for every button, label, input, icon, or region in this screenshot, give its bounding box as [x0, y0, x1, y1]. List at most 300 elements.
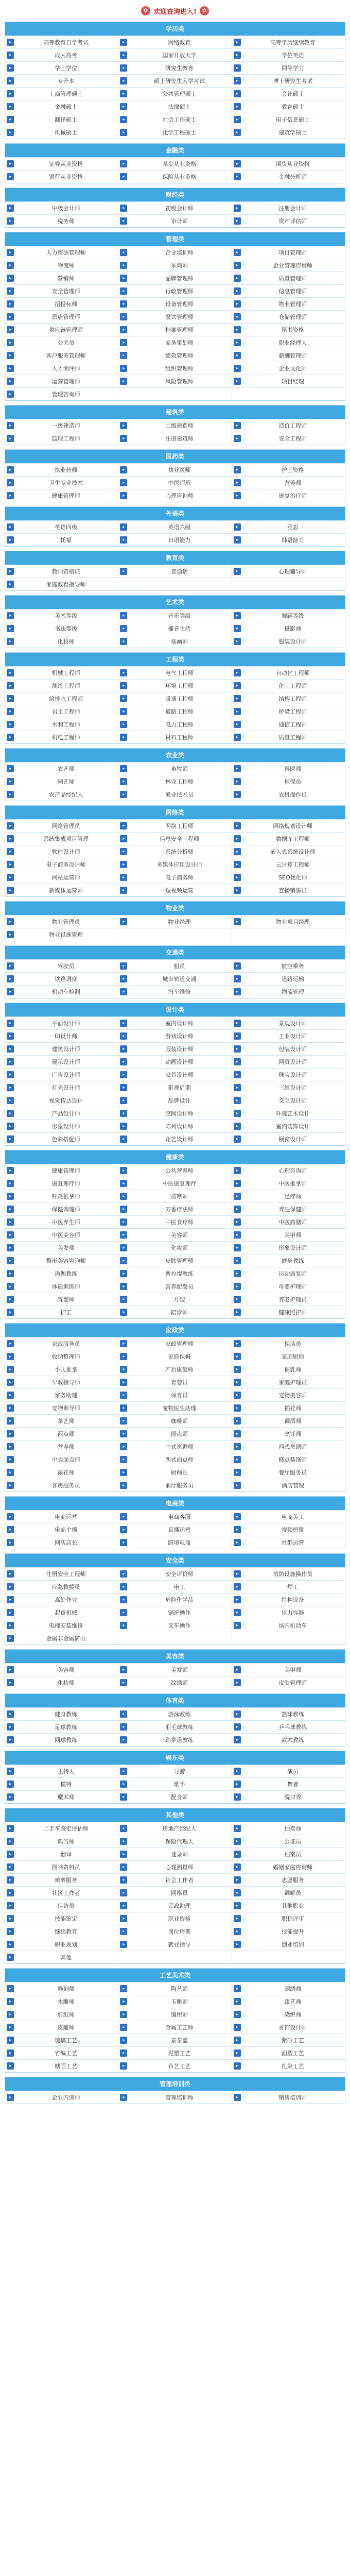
- category-link[interactable]: [5, 2047, 118, 2059]
- category-link[interactable]: [5, 1835, 118, 1848]
- category-link[interactable]: [5, 1938, 118, 1951]
- category-link[interactable]: [118, 667, 231, 679]
- category-link[interactable]: [232, 1536, 345, 1549]
- category-link[interactable]: [118, 775, 231, 788]
- category-link[interactable]: [5, 1428, 118, 1440]
- category-link[interactable]: [5, 845, 118, 858]
- category-link[interactable]: [118, 1664, 231, 1676]
- category-link[interactable]: [118, 820, 231, 832]
- category-link[interactable]: [232, 845, 345, 858]
- category-link[interactable]: [118, 565, 231, 578]
- category-link[interactable]: [118, 259, 231, 272]
- category-link[interactable]: [118, 1982, 231, 1995]
- category-link[interactable]: [5, 1791, 118, 1803]
- category-link[interactable]: [232, 1594, 345, 1606]
- category-link[interactable]: [232, 1017, 345, 1029]
- category-link[interactable]: [118, 1280, 231, 1293]
- category-link[interactable]: [118, 1133, 231, 1145]
- category-link[interactable]: [5, 1094, 118, 1107]
- category-link[interactable]: [118, 1120, 231, 1132]
- category-link[interactable]: [232, 113, 345, 126]
- category-link[interactable]: [5, 1632, 118, 1645]
- category-link[interactable]: [232, 1664, 345, 1676]
- category-link[interactable]: [118, 2034, 231, 2046]
- category-link[interactable]: [232, 1306, 345, 1318]
- category-link[interactable]: [118, 1925, 231, 1938]
- category-link[interactable]: [5, 1721, 118, 1733]
- category-link[interactable]: [5, 272, 118, 284]
- category-link[interactable]: [5, 788, 118, 801]
- category-link[interactable]: [232, 88, 345, 100]
- category-link[interactable]: [232, 1925, 345, 1938]
- category-link[interactable]: [5, 1267, 118, 1280]
- category-link[interactable]: [232, 1734, 345, 1746]
- category-link[interactable]: [232, 215, 345, 227]
- category-link[interactable]: [232, 1363, 345, 1376]
- category-link[interactable]: [5, 324, 118, 336]
- category-link[interactable]: [118, 1081, 231, 1094]
- category-link[interactable]: [5, 336, 118, 349]
- category-link[interactable]: [232, 1350, 345, 1363]
- category-link[interactable]: [118, 113, 231, 126]
- category-link[interactable]: [232, 916, 345, 928]
- category-link[interactable]: [118, 1229, 231, 1241]
- category-link[interactable]: [118, 1216, 231, 1228]
- category-link[interactable]: [5, 622, 118, 635]
- category-link[interactable]: [5, 833, 118, 845]
- category-link[interactable]: [5, 1708, 118, 1720]
- category-link[interactable]: [5, 1293, 118, 1306]
- category-link[interactable]: [118, 884, 231, 896]
- category-link[interactable]: [5, 1581, 118, 1593]
- category-link[interactable]: [118, 1536, 231, 1549]
- category-link[interactable]: [5, 1177, 118, 1190]
- category-link[interactable]: [232, 272, 345, 284]
- category-link[interactable]: [118, 1900, 231, 1912]
- category-link[interactable]: [5, 986, 118, 998]
- category-link[interactable]: [232, 2021, 345, 2033]
- category-link[interactable]: [232, 1081, 345, 1094]
- category-link[interactable]: [232, 100, 345, 113]
- category-link[interactable]: [118, 1056, 231, 1068]
- category-link[interactable]: [232, 1982, 345, 1995]
- category-link[interactable]: [5, 1982, 118, 1995]
- category-link[interactable]: [5, 1107, 118, 1120]
- category-link[interactable]: [5, 973, 118, 985]
- category-link[interactable]: [118, 215, 231, 227]
- category-link[interactable]: [118, 1912, 231, 1925]
- category-link[interactable]: [5, 680, 118, 692]
- category-link[interactable]: [232, 1069, 345, 1081]
- category-link[interactable]: [232, 1229, 345, 1241]
- category-link[interactable]: [118, 36, 231, 48]
- category-link[interactable]: [5, 1415, 118, 1427]
- category-link[interactable]: [5, 388, 118, 400]
- category-link[interactable]: [5, 100, 118, 113]
- category-link[interactable]: [232, 1568, 345, 1580]
- category-link[interactable]: [5, 259, 118, 272]
- category-link[interactable]: [118, 680, 231, 692]
- category-link[interactable]: [232, 1389, 345, 1401]
- category-link[interactable]: [118, 1835, 231, 1848]
- category-link[interactable]: [118, 1255, 231, 1267]
- category-link[interactable]: [118, 1043, 231, 1055]
- category-link[interactable]: [232, 285, 345, 297]
- category-link[interactable]: [5, 464, 118, 476]
- category-link[interactable]: [232, 1440, 345, 1453]
- category-link[interactable]: [118, 788, 231, 801]
- category-link[interactable]: [5, 419, 118, 432]
- category-link[interactable]: [5, 884, 118, 896]
- category-link[interactable]: [118, 622, 231, 635]
- category-link[interactable]: [5, 75, 118, 87]
- category-link[interactable]: [5, 489, 118, 502]
- category-link[interactable]: [232, 1337, 345, 1350]
- category-link[interactable]: [232, 858, 345, 871]
- category-link[interactable]: [232, 635, 345, 648]
- category-link[interactable]: [118, 1848, 231, 1860]
- category-link[interactable]: [118, 375, 231, 387]
- category-link[interactable]: [5, 1606, 118, 1619]
- category-link[interactable]: [118, 2008, 231, 2021]
- category-link[interactable]: [5, 762, 118, 775]
- category-link[interactable]: [232, 1056, 345, 1068]
- category-link[interactable]: [118, 1267, 231, 1280]
- category-link[interactable]: [5, 126, 118, 139]
- category-link[interactable]: [118, 1094, 231, 1107]
- category-link[interactable]: [232, 1835, 345, 1848]
- category-link[interactable]: [232, 298, 345, 310]
- category-link[interactable]: [232, 171, 345, 183]
- category-link[interactable]: [118, 1293, 231, 1306]
- category-link[interactable]: [232, 1203, 345, 1215]
- category-link[interactable]: [232, 419, 345, 432]
- category-link[interactable]: [118, 973, 231, 985]
- category-link[interactable]: [118, 1606, 231, 1619]
- category-link[interactable]: [232, 1861, 345, 1873]
- category-link[interactable]: [5, 1056, 118, 1068]
- category-link[interactable]: [232, 820, 345, 832]
- category-link[interactable]: [118, 336, 231, 349]
- category-link[interactable]: [232, 1094, 345, 1107]
- category-link[interactable]: [232, 973, 345, 985]
- category-link[interactable]: [118, 464, 231, 476]
- category-link[interactable]: [232, 1120, 345, 1132]
- category-link[interactable]: [5, 171, 118, 183]
- category-link[interactable]: [232, 1912, 345, 1925]
- category-link[interactable]: [118, 1721, 231, 1733]
- category-link[interactable]: [232, 1479, 345, 1492]
- category-link[interactable]: [5, 1280, 118, 1293]
- category-link[interactable]: [5, 1765, 118, 1777]
- category-link[interactable]: [118, 75, 231, 87]
- category-link[interactable]: [232, 2091, 345, 2104]
- category-link[interactable]: [5, 1043, 118, 1055]
- category-link[interactable]: [232, 705, 345, 718]
- category-link[interactable]: [232, 2034, 345, 2046]
- category-link[interactable]: [5, 820, 118, 832]
- category-link[interactable]: [118, 1523, 231, 1536]
- category-link[interactable]: [118, 1822, 231, 1835]
- category-link[interactable]: [232, 2008, 345, 2021]
- category-link[interactable]: [118, 1453, 231, 1466]
- category-link[interactable]: [118, 916, 231, 928]
- category-link[interactable]: [232, 1376, 345, 1388]
- category-link[interactable]: [118, 762, 231, 775]
- category-link[interactable]: [232, 375, 345, 387]
- category-link[interactable]: [118, 1177, 231, 1190]
- category-link[interactable]: [232, 1133, 345, 1145]
- category-link[interactable]: [5, 1376, 118, 1388]
- category-link[interactable]: [118, 521, 231, 533]
- category-link[interactable]: [118, 1734, 231, 1746]
- category-link[interactable]: [232, 259, 345, 272]
- category-link[interactable]: [5, 1337, 118, 1350]
- category-link[interactable]: [232, 1242, 345, 1254]
- category-link[interactable]: [118, 2060, 231, 2072]
- category-link[interactable]: [118, 1594, 231, 1606]
- category-link[interactable]: [232, 762, 345, 775]
- category-link[interactable]: [118, 1511, 231, 1523]
- category-link[interactable]: [118, 1306, 231, 1318]
- category-link[interactable]: [232, 1619, 345, 1632]
- category-link[interactable]: [5, 692, 118, 705]
- category-link[interactable]: [232, 1995, 345, 2008]
- category-link[interactable]: [232, 692, 345, 705]
- category-link[interactable]: [118, 158, 231, 170]
- category-link[interactable]: [118, 2091, 231, 2104]
- category-link[interactable]: [118, 1874, 231, 1886]
- category-link[interactable]: [5, 1619, 118, 1632]
- category-link[interactable]: [232, 775, 345, 788]
- category-link[interactable]: [118, 285, 231, 297]
- category-link[interactable]: [5, 1242, 118, 1254]
- category-link[interactable]: [5, 635, 118, 648]
- category-link[interactable]: [118, 1791, 231, 1803]
- category-link[interactable]: [5, 1453, 118, 1466]
- category-link[interactable]: [118, 1887, 231, 1899]
- category-link[interactable]: [232, 1293, 345, 1306]
- category-link[interactable]: [5, 1229, 118, 1241]
- category-link[interactable]: [5, 2021, 118, 2033]
- category-link[interactable]: [118, 705, 231, 718]
- category-link[interactable]: [232, 1523, 345, 1536]
- category-link[interactable]: [5, 1190, 118, 1202]
- category-link[interactable]: [232, 1848, 345, 1860]
- category-link[interactable]: [5, 158, 118, 170]
- category-link[interactable]: [5, 565, 118, 578]
- category-link[interactable]: [232, 1453, 345, 1466]
- category-link[interactable]: [5, 1951, 118, 1963]
- category-link[interactable]: [5, 246, 118, 259]
- category-link[interactable]: [5, 578, 118, 590]
- category-link[interactable]: [5, 375, 118, 387]
- category-link[interactable]: [118, 534, 231, 546]
- category-link[interactable]: [5, 1536, 118, 1549]
- category-link[interactable]: [118, 2047, 231, 2059]
- category-link[interactable]: [118, 1479, 231, 1492]
- category-link[interactable]: [5, 718, 118, 731]
- category-link[interactable]: [5, 871, 118, 884]
- category-link[interactable]: [232, 1708, 345, 1720]
- category-link[interactable]: [118, 833, 231, 845]
- category-link[interactable]: [118, 1242, 231, 1254]
- category-link[interactable]: [5, 1350, 118, 1363]
- category-link[interactable]: [232, 565, 345, 578]
- category-link[interactable]: [118, 858, 231, 871]
- category-link[interactable]: [118, 2021, 231, 2033]
- category-link[interactable]: [118, 1938, 231, 1951]
- category-link[interactable]: [118, 1107, 231, 1120]
- category-link[interactable]: [232, 1721, 345, 1733]
- category-link[interactable]: [232, 1428, 345, 1440]
- category-link[interactable]: [232, 324, 345, 336]
- category-link[interactable]: [118, 609, 231, 622]
- category-link[interactable]: [232, 464, 345, 476]
- category-link[interactable]: [118, 1337, 231, 1350]
- category-link[interactable]: [118, 1440, 231, 1453]
- category-link[interactable]: [5, 2091, 118, 2104]
- category-link[interactable]: [5, 1734, 118, 1746]
- category-link[interactable]: [5, 2060, 118, 2072]
- category-link[interactable]: [232, 2060, 345, 2072]
- category-link[interactable]: [5, 349, 118, 362]
- category-link[interactable]: [118, 692, 231, 705]
- category-link[interactable]: [5, 311, 118, 323]
- category-link[interactable]: [5, 1523, 118, 1536]
- category-link[interactable]: [5, 1069, 118, 1081]
- category-link[interactable]: [118, 635, 231, 648]
- category-link[interactable]: [232, 126, 345, 139]
- category-link[interactable]: [118, 100, 231, 113]
- category-link[interactable]: [5, 960, 118, 972]
- category-link[interactable]: [118, 272, 231, 284]
- category-link[interactable]: [118, 246, 231, 259]
- category-link[interactable]: [232, 1874, 345, 1886]
- category-link[interactable]: [118, 1861, 231, 1873]
- category-link[interactable]: [5, 705, 118, 718]
- category-link[interactable]: [118, 1995, 231, 2008]
- category-link[interactable]: [5, 1822, 118, 1835]
- category-link[interactable]: [5, 667, 118, 679]
- category-link[interactable]: [5, 1017, 118, 1029]
- category-link[interactable]: [118, 419, 231, 432]
- category-link[interactable]: [5, 88, 118, 100]
- category-link[interactable]: [5, 1925, 118, 1938]
- category-link[interactable]: [232, 336, 345, 349]
- category-link[interactable]: [118, 1568, 231, 1580]
- category-link[interactable]: [232, 884, 345, 896]
- category-link[interactable]: [118, 731, 231, 743]
- category-link[interactable]: [5, 916, 118, 928]
- category-link[interactable]: [118, 1350, 231, 1363]
- category-link[interactable]: [118, 202, 231, 214]
- category-link[interactable]: [232, 202, 345, 214]
- category-link[interactable]: [232, 680, 345, 692]
- category-link[interactable]: [118, 489, 231, 502]
- category-link[interactable]: [232, 1415, 345, 1427]
- category-link[interactable]: [232, 1190, 345, 1202]
- category-link[interactable]: [5, 609, 118, 622]
- category-link[interactable]: [118, 845, 231, 858]
- category-link[interactable]: [5, 1778, 118, 1790]
- category-link[interactable]: [232, 1402, 345, 1414]
- category-link[interactable]: [5, 1912, 118, 1925]
- category-link[interactable]: [5, 298, 118, 310]
- category-link[interactable]: [118, 1415, 231, 1427]
- category-link[interactable]: [232, 718, 345, 731]
- category-link[interactable]: [118, 362, 231, 375]
- category-link[interactable]: [5, 1120, 118, 1132]
- category-link[interactable]: [232, 609, 345, 622]
- category-link[interactable]: [232, 1255, 345, 1267]
- category-link[interactable]: [232, 731, 345, 743]
- category-link[interactable]: [118, 349, 231, 362]
- category-link[interactable]: [5, 362, 118, 375]
- category-link[interactable]: [118, 1619, 231, 1632]
- category-link[interactable]: [232, 534, 345, 546]
- category-link[interactable]: [118, 171, 231, 183]
- category-link[interactable]: [232, 1043, 345, 1055]
- category-link[interactable]: [5, 49, 118, 61]
- category-link[interactable]: [5, 521, 118, 533]
- category-link[interactable]: [118, 432, 231, 445]
- category-link[interactable]: [232, 1466, 345, 1479]
- category-link[interactable]: [118, 49, 231, 61]
- category-link[interactable]: [118, 1581, 231, 1593]
- category-link[interactable]: [5, 1511, 118, 1523]
- category-link[interactable]: [5, 1861, 118, 1873]
- category-link[interactable]: [232, 1216, 345, 1228]
- category-link[interactable]: [232, 788, 345, 801]
- category-link[interactable]: [232, 311, 345, 323]
- category-link[interactable]: [5, 1466, 118, 1479]
- category-link[interactable]: [5, 1389, 118, 1401]
- category-link[interactable]: [232, 158, 345, 170]
- category-link[interactable]: [5, 731, 118, 743]
- category-link[interactable]: [5, 1081, 118, 1094]
- category-link[interactable]: [232, 36, 345, 48]
- category-link[interactable]: [232, 1900, 345, 1912]
- category-link[interactable]: [232, 833, 345, 845]
- category-link[interactable]: [232, 489, 345, 502]
- category-link[interactable]: [118, 986, 231, 998]
- category-link[interactable]: [5, 1203, 118, 1215]
- category-link[interactable]: [232, 1177, 345, 1190]
- category-link[interactable]: [5, 2034, 118, 2046]
- category-link[interactable]: [5, 62, 118, 74]
- category-link[interactable]: [118, 311, 231, 323]
- category-link[interactable]: [5, 1995, 118, 2008]
- category-link[interactable]: [5, 477, 118, 489]
- category-link[interactable]: [118, 324, 231, 336]
- category-link[interactable]: [5, 1255, 118, 1267]
- category-link[interactable]: [232, 432, 345, 445]
- category-link[interactable]: [232, 1822, 345, 1835]
- category-link[interactable]: [232, 1030, 345, 1042]
- category-link[interactable]: [232, 349, 345, 362]
- category-link[interactable]: [5, 36, 118, 48]
- category-link[interactable]: [232, 1791, 345, 1803]
- category-link[interactable]: [118, 1190, 231, 1202]
- category-link[interactable]: [5, 1900, 118, 1912]
- category-link[interactable]: [5, 775, 118, 788]
- category-link[interactable]: [5, 2008, 118, 2021]
- category-link[interactable]: [5, 1594, 118, 1606]
- category-link[interactable]: [232, 1887, 345, 1899]
- category-link[interactable]: [232, 1267, 345, 1280]
- category-link[interactable]: [232, 362, 345, 375]
